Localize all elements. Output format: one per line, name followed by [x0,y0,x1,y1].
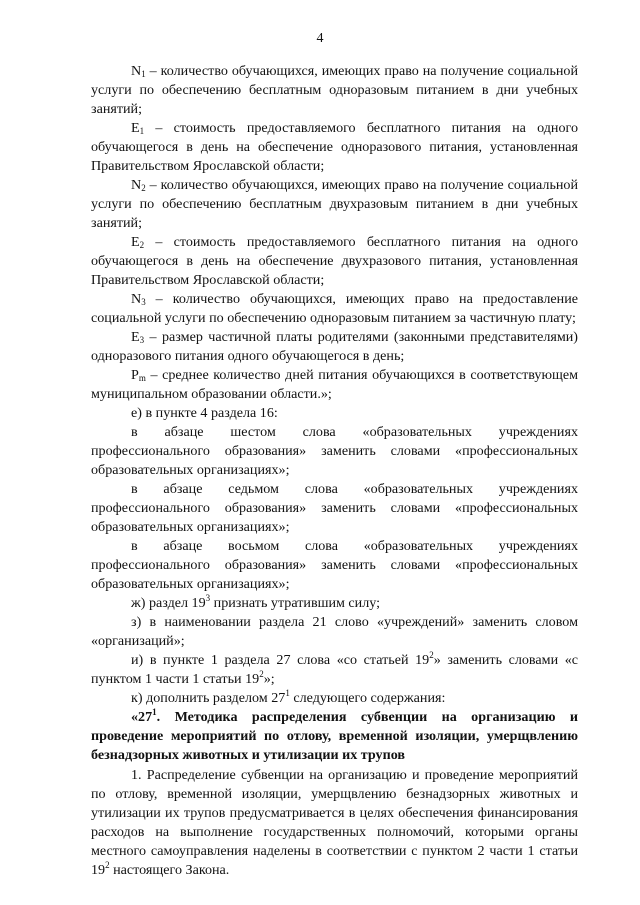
symbol: P [131,367,139,383]
definition-text: – количество обучающихся, имеющих право на получение социальной услуги по обеспечению бесплатным двухразовым питанием в дни учебных занятий; [91,177,578,231]
symbol: E [131,120,140,136]
definition-text: – стоимость предоставляемого бесплатного питания на одного обучающегося в день на обеспечение одноразового питания, установленная Правительством Ярославской области; [91,120,578,174]
definition-text: – количество обучающихся, имеющих право на получение социальной услуги по обеспечению бесплатным одноразовым питанием в дни учебных занятий; [91,63,578,117]
point-1 [91,766,578,880]
symbol: N [131,177,142,193]
symbol: N [131,63,142,79]
symbol-index: 2 [139,240,145,250]
point-1-text-end: настоящего Закона. [109,862,230,878]
superscript: 1 [285,688,290,698]
item-i [91,651,578,689]
symbol-index: m [138,373,146,383]
superscript: 3 [205,593,211,603]
item-z: з) в наименовании раздела 21 слово «учреждений» заменить словом «организаций»; [91,614,578,649]
item-i-text-mid: » заменить словами «с пунктом 1 части 1 статьи 19 [91,652,578,687]
section-number: «27 [131,709,153,725]
symbol-index: 3 [139,335,145,345]
item-k-text: к) дополнить разделом 27 [131,690,286,706]
definition-text: – стоимость предоставляемого бесплатного питания на одного обучающегося в день на обеспечение двухразового питания, установленная Правительством Ярославской области; [91,234,578,288]
symbol: N [131,291,142,307]
definition-text: – размер частичной платы родителями (законными представителями) одноразового питания одного обучающегося в день; [91,329,578,364]
superscript: 1 [152,707,157,717]
definition-e2 [91,233,578,290]
page-number: 4 [316,31,324,46]
definition-text: – количество обучающихся, имеющих право на предоставление социальной услуги по обеспечению одноразовым питанием за частичную плату; [91,291,578,326]
definition-text: – среднее количество дней питания обучающихся в соответствующем муниципальном образовании области.»; [91,367,578,402]
definition-n1 [91,62,578,119]
item-e-paragraph-6: в абзаце шестом слова «образовательных учреждениях профессионального образования» заменить словами «профессиональных образовательных организациях»; [91,424,578,478]
symbol-index: 1 [141,69,146,79]
definition-n3 [91,290,578,328]
item-e-paragraph-7: в абзаце седьмом слова «образовательных учреждениях профессионального образования» заменить словами «профессиональных образовательных организациях»; [91,481,578,535]
superscript: 2 [259,669,264,679]
item-e: е) в пункте 4 раздела 16: [131,405,278,421]
definition-e3 [91,328,578,366]
definition-pm [91,366,578,404]
item-zh-text-end: признать утратившим силу; [210,595,381,611]
item-e-paragraph-8: в абзаце восьмом слова «образовательных учреждениях профессионального образования» заменить словами «профессиональных образовательных организациях»; [91,538,578,592]
item-k [91,689,578,708]
symbol-index: 3 [141,297,146,307]
item-i-text-end: »; [263,671,275,687]
item-zh-text: ж) раздел 19 [131,595,206,611]
symbol-index: 1 [139,126,145,136]
definition-e1 [91,119,578,176]
superscript: 2 [105,860,110,870]
superscript: 2 [429,650,434,660]
item-zh [91,594,578,613]
symbol: E [131,234,140,250]
item-k-text-end: следующего содержания: [289,690,446,706]
symbol-index: 2 [141,183,146,193]
definition-n2 [91,176,578,233]
item-i-text: и) в пункте 1 раздела 27 слова «со статьей 19 [131,652,430,668]
symbol: E [131,329,140,345]
document-body [91,62,578,880]
section-heading [91,708,578,765]
point-1-text: 1. Распределение субвенции на организацию и проведение мероприятий по отлову, временной изоляции, умерщвлению безнадзорных животных и утилизации их трупов предусматривается в целях обеспечения финансирования расходов на выполнение государственных полномочий, которыми органы местного самоуправления наделены в соответствии с пунктом 2 части 1 статьи 19 [91,767,578,878]
section-title: . Методика распределения субвенции на организацию и проведение мероприятий по отлову, временной изоляции, умерщвлению безнадзорных животных и утилизации их трупов [91,709,578,763]
